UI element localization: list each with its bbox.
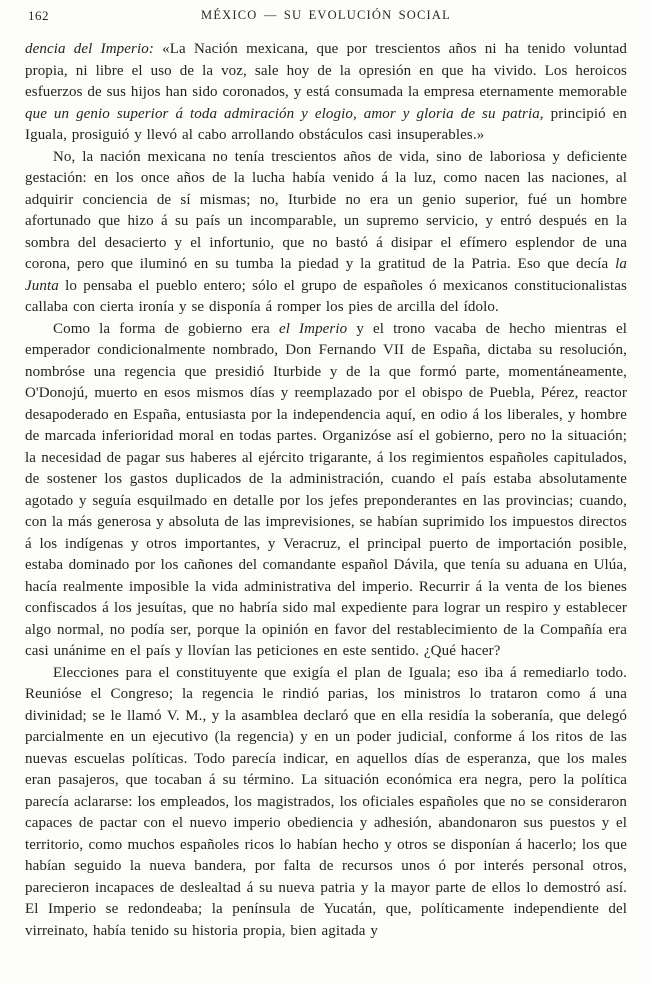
text-segment: No, la nación mexicana no tenía trescientos años de vida, sino de laboriosa y deficiente gestación: en los once años de la lucha había venido á la luz, como nacen las naciones, al adquirir conciencia de sí mismas; no, Iturbide no era un genio superior, fué un hombre afortunado que hizo á su país un incomparable, un supremo servicio, y entró después en la sombra del desacierto y el infortunio, que no bastó á disipar el efímero esplendor de una corona, pero que iluminó en su tumba la piedad y la gratitud de la Patria. Eso que decía (25, 148, 627, 272)
text-block (25, 39, 627, 942)
italic-text-segment: la Junta (25, 256, 627, 294)
italic-text-segment: que un genio superior á toda admiración y elogio, amor y gloria de su patria, (25, 105, 544, 122)
paragraph (25, 39, 627, 147)
text-segment: «La Nación mexicana, que por trescientos años ni ha tenido voluntad propia, ni libre el uso de la voz, sale hoy de la opresión en que ha vivido. Los heroicos esfuerzos de sus hijos han sido coronados, y está consumada la empresa eternamente memorable (25, 41, 628, 100)
paragraph (25, 663, 627, 943)
text-segment: principió en Iguala, prosiguió y llevó al cabo arrollando obstáculos casi insuperables.» (25, 105, 627, 143)
paragraph (25, 319, 627, 663)
text-segment: Elecciones para el constituyente que exigía el plan de Iguala; eso iba á remediarlo todo. Reunióse el Congreso; la regencia le rindió parias, los ministros lo trataron como á una divinidad; se le llamó V. M., y la asamblea declaró que en ella residía la soberanía, que delegó parcialmente en un ejecutivo (la regencia) y en un poder judicial, conforme á los ritos de las nuevas escuelas políticas. Todo parecía indicar, en aquellos días de esperanza, que los males eran pasajeros, que tocaban á su término. La situación económica era negra, pero la política parecía aclararse: los empleados, los magistrados, los oficiales españoles que no se consideraron capaces de pactar con el nuevo imperio obediencia y adhesión, abandonaron sus puestos y el territorio, como muchos españoles ricos lo habían hecho y otros se disponían á hacerlo; los que habían seguido la nueva bandera, por falta de recursos unos ó por interés personal otros, parecieron incapaces de deslealtad á su nueva patria y la mayor parte de ellos lo demostró así. El Imperio se redondeaba; la península de Yucatán, que, políticamente independiente del virreinato, había tenido su historia propia, bien agitada y (25, 664, 627, 939)
italic-text-segment: el Imperio (278, 320, 348, 337)
paragraph (25, 147, 627, 319)
italic-text-segment: dencia del Imperio: (25, 41, 163, 57)
running-title: MÉXICO — SU EVOLUCIÓN SOCIAL (201, 8, 451, 22)
text-segment: y el trono vacaba de hecho mientras el emperador condicionalmente nombrado, Don Fernando VII de España, dictaba su resolución, nombróse una regencia que presidió Iturbide y de la que formó parte, momentáneamente, O'Donojú, muerto en esos mismos días y reemplazado por el obispo de Puebla, Pérez, reactor desapoderado en España, entusiasta por la independencia aquí, en odio á los liberales, y hombre de marcada inferioridad moral en todas partes. Organizóse así el gobierno, pero no la situación; la necesidad de pagar sus haberes al ejército trigarante, á los regimientos españoles capitulados, de sostener los gastos duplicados de la administración, cuando el país estaba absolutamente agotado y seguía esquilmado en detalle por los jefes preponderantes en las provincias; cuando, con la más generosa y absoluta de las imprevisiones, se habían suprimido los impuestos directos á los indígenas y otros importantes, y Veracruz, el principal puerto de importación posible, estaba dominado por los cañones del comandante español Dávila, que tenía su aduana en Ulúa, hacía realmente imposible la vida administrativa del imperio. Recurrir á la venta de los bienes confiscados á los jesuítas, que no habría sido mal expediente para lograr un respiro y establecer algo normal, no podía ser, porque la opinión en favor del restablecimiento de la Compañía era casi unánime en el país y llovían las peticiones en este sentido. ¿Qué hacer? (25, 320, 628, 659)
text-segment: lo pensaba el pueblo entero; sólo el grupo de españoles ó mexicanos constitucionalistas callaba con cierta ironía y se disponía á romper los pies de arcilla del ídolo. (25, 277, 627, 315)
page-number: 162 (28, 8, 49, 23)
text-segment: Como la forma de gobierno era (53, 320, 279, 337)
page-header (25, 8, 627, 24)
